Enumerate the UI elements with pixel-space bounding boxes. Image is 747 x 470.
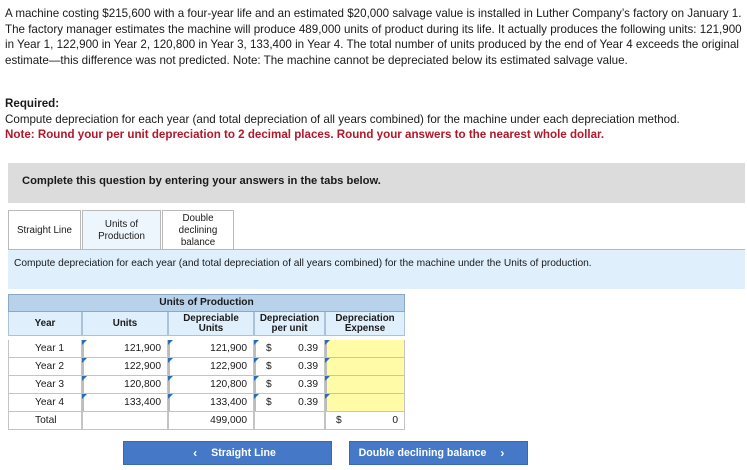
per-unit-value: 0.39: [298, 379, 318, 390]
panel-instruction: Compute depreciation for each year (and total depreciation of all years combined) for the machine under the Units of production.: [14, 258, 592, 269]
per-unit-input[interactable]: [254, 340, 325, 358]
year-cell: Year 3: [8, 376, 82, 394]
currency-symbol: $: [266, 379, 272, 390]
year-cell: Year 4: [8, 394, 82, 412]
header-depreciation-expense: Depreciation Expense: [325, 312, 405, 336]
tab-label: Units of Production: [98, 218, 145, 242]
tab-content-panel: [8, 249, 745, 289]
currency-symbol: $: [266, 343, 272, 354]
table-row: [8, 376, 405, 394]
per-unit-input[interactable]: [254, 394, 325, 412]
header-year: Year: [8, 312, 82, 336]
expense-input[interactable]: [325, 340, 405, 358]
per-unit-input[interactable]: [254, 358, 325, 376]
currency-symbol: $: [266, 397, 272, 408]
per-unit-input[interactable]: [254, 376, 325, 394]
depreciable-units-input[interactable]: 121,900: [168, 340, 254, 358]
currency-symbol: $: [266, 361, 272, 372]
header-depreciable-units: Depreciable Units: [168, 312, 254, 336]
header-depreciation-per-unit: Depreciation per unit: [254, 312, 325, 336]
expense-input[interactable]: [325, 394, 405, 412]
depreciable-units-input[interactable]: 120,800: [168, 376, 254, 394]
instruction-bar: [8, 163, 745, 203]
units-input[interactable]: 133,400: [82, 394, 168, 412]
next-button-label: Double declining balance: [358, 447, 487, 459]
per-unit-value: 0.39: [298, 343, 318, 354]
table-total-row: [8, 412, 405, 430]
tab-label: Straight Line: [16, 224, 72, 236]
total-per-unit-empty: [254, 412, 325, 430]
instruction-text: Complete this question by entering your answers in the tabs below.: [22, 175, 381, 187]
expense-input[interactable]: [325, 376, 405, 394]
chevron-left-icon: ‹: [193, 446, 198, 460]
tab-units-of-production[interactable]: [82, 210, 161, 250]
currency-symbol: $: [336, 415, 342, 426]
tab-double-declining-balance[interactable]: [162, 210, 234, 250]
table-title: Units of Production: [8, 294, 405, 312]
table-row: [8, 394, 405, 412]
table-row: [8, 340, 405, 358]
tab-label: Double declining balance: [178, 212, 218, 248]
expense-input[interactable]: [325, 358, 405, 376]
prev-tab-button[interactable]: [123, 441, 332, 465]
required-text: Compute depreciation for each year (and total depreciation of all years combined) for the machine under each depreciation method.: [5, 113, 680, 126]
depreciable-units-input[interactable]: 133,400: [168, 394, 254, 412]
problem-statement: A machine costing $215,600 with a four-year life and an estimated $20,000 salvage value is installed in Luther Company’s factory on January 1. The factory manager estimates the machine will produce 489,000 units of product during its life. It actually produces the following units: 121,900 in Year 1, 122,900 in Year 2, 120,800 in Year 3, 133,400 in Year 4. The total number of units produced by the end of Year 4 exceeds the original estimate—this difference was not predicted. Note: The machine cannot be depreciated below its estimated salvage value.: [5, 7, 742, 67]
total-units-empty: [82, 412, 168, 430]
year-cell: Year 2: [8, 358, 82, 376]
rounding-note: Note: Round your per unit depreciation to 2 decimal places. Round your answers to the nearest whole dollar.: [5, 128, 605, 141]
prev-button-label: Straight Line: [211, 447, 276, 459]
next-tab-button[interactable]: [349, 441, 528, 465]
units-input[interactable]: 122,900: [82, 358, 168, 376]
total-depreciable-units: 499,000: [168, 412, 254, 430]
chevron-right-icon: ›: [500, 446, 505, 460]
total-label: Total: [8, 412, 82, 430]
units-input[interactable]: 120,800: [82, 376, 168, 394]
header-units: Units: [82, 312, 168, 336]
depreciable-units-input[interactable]: 122,900: [168, 358, 254, 376]
tab-straight-line[interactable]: [8, 210, 81, 250]
year-cell: Year 1: [8, 340, 82, 358]
total-expense: [325, 412, 405, 430]
total-expense-value: 0: [392, 415, 398, 426]
per-unit-value: 0.39: [298, 361, 318, 372]
required-label: Required:: [5, 97, 60, 110]
units-input[interactable]: 121,900: [82, 340, 168, 358]
per-unit-value: 0.39: [298, 397, 318, 408]
table-row: [8, 358, 405, 376]
